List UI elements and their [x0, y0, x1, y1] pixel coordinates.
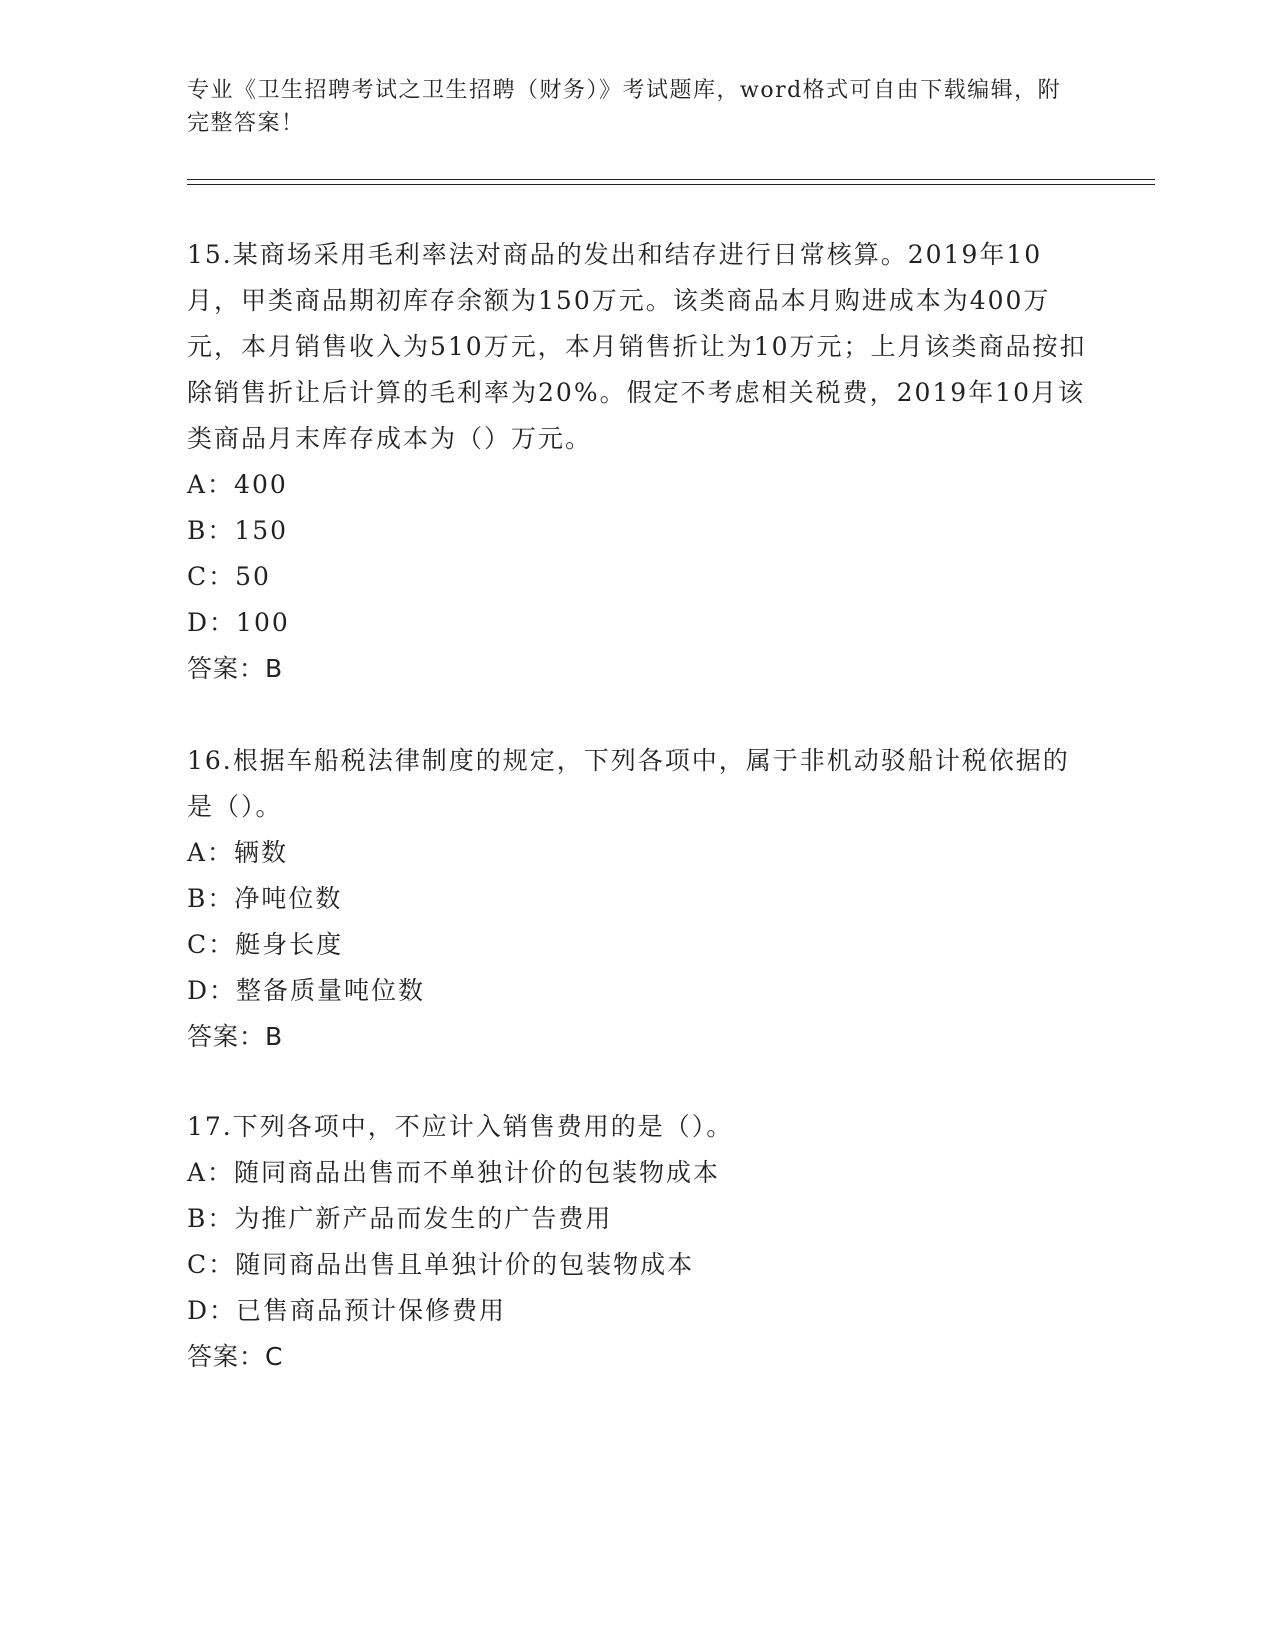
option-a: A：辆数 [187, 838, 289, 867]
option-d: D：100 [187, 608, 290, 637]
option-d: D：已售商品预计保修费用 [187, 1296, 507, 1325]
option-b: B：为推广新产品而发生的广告费用 [187, 1204, 613, 1233]
question-stem: 15.某商场采用毛利率法对商品的发出和结存进行日常核算。2019年10月，甲类商品期初库存余额为150万元。该类商品本月购进成本为400万元，本月销售收入为510万元，本月销售折让为10万元；上月该类商品按扣除销售折让后计算的毛利率为20%。假定不考虑相关税费，2019年10月该类商品月末库存成本为（）万元。 [187, 240, 1087, 453]
answer: 答案：B [187, 654, 284, 683]
option-d: D：整备质量吨位数 [187, 976, 426, 1005]
answer: 答案：B [187, 1022, 284, 1051]
option-a: A：400 [187, 470, 288, 499]
option-a: A：随同商品出售而不单独计价的包装物成本 [187, 1158, 721, 1187]
question-stem: 17.下列各项中，不应计入销售费用的是（）。 [187, 1112, 734, 1141]
option-c: C：艇身长度 [187, 930, 344, 959]
option-b: B：净吨位数 [187, 884, 343, 913]
question-16 [187, 738, 1087, 1060]
question-stem: 16.根据车船税法律制度的规定，下列各项中，属于非机动驳船计税依据的是（）。 [187, 746, 1070, 821]
header-divider-bottom [187, 184, 1155, 185]
option-b: B：150 [187, 516, 289, 545]
answer: 答案：C [187, 1342, 284, 1371]
question-17 [187, 1104, 1087, 1380]
question-15 [187, 232, 1087, 692]
header-divider-top [187, 179, 1155, 180]
document-header: 专业《卫生招聘考试之卫生招聘（财务）》考试题库，word格式可自由下载编辑，附完整答案！ [187, 78, 1062, 136]
option-c: C：随同商品出售且单独计价的包装物成本 [187, 1250, 695, 1279]
option-c: C：50 [187, 562, 271, 591]
